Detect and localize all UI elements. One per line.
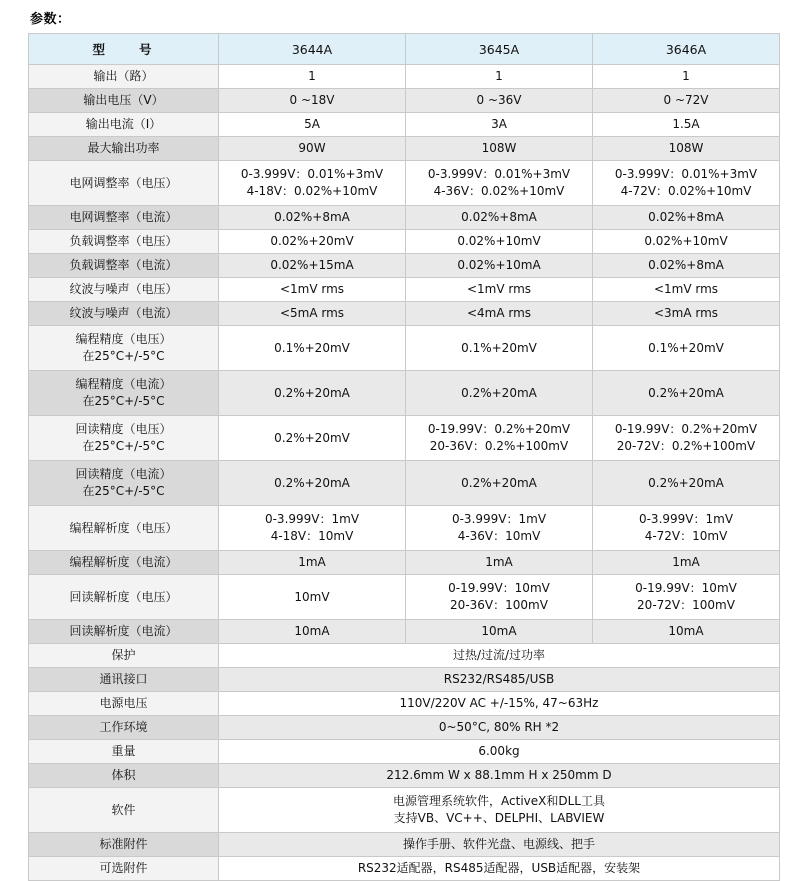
row-label: 输出电压（V）	[29, 89, 219, 113]
row-label: 负载调整率（电流）	[29, 254, 219, 278]
header-cell-model-3646A: 3646A	[593, 34, 780, 65]
row-label: 负载调整率（电压）	[29, 230, 219, 254]
table-row	[29, 788, 780, 833]
row-label: 可选附件	[29, 857, 219, 881]
table-row	[29, 113, 780, 137]
row-value: <4mA rms	[406, 302, 593, 326]
row-value: 0.02%+8mA	[593, 254, 780, 278]
table-row	[29, 137, 780, 161]
row-value: 0.1%+20mV	[593, 326, 780, 371]
row-value: 0 ~18V	[219, 89, 406, 113]
row-label: 回读解析度（电流）	[29, 620, 219, 644]
table-row	[29, 833, 780, 857]
table-row	[29, 302, 780, 326]
row-label: 编程解析度（电流）	[29, 551, 219, 575]
row-value: 1	[406, 65, 593, 89]
table-row	[29, 575, 780, 620]
row-value-merged: 0~50°C, 80% RH *2	[219, 716, 780, 740]
row-value: 0.02%+8mA	[406, 206, 593, 230]
table-row	[29, 416, 780, 461]
row-value-merged: 电源管理系统软件，ActiveX和DLL工具 支持VB、VC++、DELPHI、LABVIEW	[219, 788, 780, 833]
table-row	[29, 65, 780, 89]
row-value: 0.2%+20mV	[219, 416, 406, 461]
row-value-merged: 6.00kg	[219, 740, 780, 764]
row-value: 0.02%+15mA	[219, 254, 406, 278]
row-value: 1.5A	[593, 113, 780, 137]
row-value: 1mA	[219, 551, 406, 575]
header-cell-model-3644A: 3644A	[219, 34, 406, 65]
table-row	[29, 326, 780, 371]
row-value: <1mV rms	[219, 278, 406, 302]
row-label: 体积	[29, 764, 219, 788]
specification-table	[28, 33, 780, 881]
row-label: 标准附件	[29, 833, 219, 857]
page-title: 参数：	[30, 12, 71, 27]
table-row	[29, 371, 780, 416]
row-value: <1mV rms	[593, 278, 780, 302]
row-value: 0.1%+20mV	[406, 326, 593, 371]
row-value: 0-3.999V：1mV 4-72V：10mV	[593, 506, 780, 551]
row-value: 0-3.999V：1mV 4-18V：10mV	[219, 506, 406, 551]
row-label: 回读精度（电压） 在25°C+/-5°C	[29, 416, 219, 461]
table-row	[29, 506, 780, 551]
row-label: 电网调整率（电流）	[29, 206, 219, 230]
row-value: 0-19.99V：10mV 20-72V：100mV	[593, 575, 780, 620]
row-value: 0.2%+20mA	[406, 461, 593, 506]
row-value: 0-19.99V：0.2%+20mV 20-72V：0.2%+100mV	[593, 416, 780, 461]
row-value: 0.02%+20mV	[219, 230, 406, 254]
table-row	[29, 668, 780, 692]
table-header-row	[29, 34, 780, 65]
table-row	[29, 740, 780, 764]
row-value: 108W	[406, 137, 593, 161]
row-value-merged: 操作手册、软件光盘、电源线、把手	[219, 833, 780, 857]
row-label: 纹波与噪声（电流）	[29, 302, 219, 326]
row-value-merged: 212.6mm W x 88.1mm H x 250mm D	[219, 764, 780, 788]
row-value: 0.02%+10mV	[406, 230, 593, 254]
table-row	[29, 206, 780, 230]
row-label: 编程精度（电流） 在25°C+/-5°C	[29, 371, 219, 416]
row-value: 0-3.999V：0.01%+3mV 4-72V：0.02%+10mV	[593, 161, 780, 206]
row-label: 软件	[29, 788, 219, 833]
row-label: 输出电流（I）	[29, 113, 219, 137]
table-row	[29, 857, 780, 881]
table-row	[29, 278, 780, 302]
row-value: 0.02%+8mA	[219, 206, 406, 230]
row-value: 0-3.999V：1mV 4-36V：10mV	[406, 506, 593, 551]
row-value: 0-3.999V：0.01%+3mV 4-18V：0.02%+10mV	[219, 161, 406, 206]
row-label: 电源电压	[29, 692, 219, 716]
row-label: 保护	[29, 644, 219, 668]
row-value: 0.2%+20mA	[219, 371, 406, 416]
row-value-merged: 过热/过流/过功率	[219, 644, 780, 668]
row-label: 编程精度（电压） 在25°C+/-5°C	[29, 326, 219, 371]
row-value: 1	[593, 65, 780, 89]
table-row	[29, 230, 780, 254]
table-row	[29, 644, 780, 668]
row-value: 90W	[219, 137, 406, 161]
table-row	[29, 716, 780, 740]
row-value: <3mA rms	[593, 302, 780, 326]
row-label: 纹波与噪声（电压）	[29, 278, 219, 302]
row-value: 0.02%+8mA	[593, 206, 780, 230]
row-value: 5A	[219, 113, 406, 137]
table-row	[29, 89, 780, 113]
row-label: 回读精度（电流） 在25°C+/-5°C	[29, 461, 219, 506]
table-row	[29, 161, 780, 206]
row-value: 1	[219, 65, 406, 89]
row-value: 0-3.999V：0.01%+3mV 4-36V：0.02%+10mV	[406, 161, 593, 206]
row-label: 编程解析度（电压）	[29, 506, 219, 551]
row-value-merged: RS232/RS485/USB	[219, 668, 780, 692]
table-row	[29, 461, 780, 506]
row-value: 10mA	[593, 620, 780, 644]
row-value-merged: RS232适配器，RS485适配器，USB适配器，安装架	[219, 857, 780, 881]
row-value: 1mA	[406, 551, 593, 575]
header-cell-model: 型 号	[29, 34, 219, 65]
table-row	[29, 764, 780, 788]
row-label: 工作环境	[29, 716, 219, 740]
table-row	[29, 254, 780, 278]
row-value: 0 ~72V	[593, 89, 780, 113]
row-label: 回读解析度（电压）	[29, 575, 219, 620]
row-value: 0.2%+20mA	[406, 371, 593, 416]
row-label: 通讯接口	[29, 668, 219, 692]
row-label: 最大输出功率	[29, 137, 219, 161]
row-value: 0.02%+10mV	[593, 230, 780, 254]
row-value: 0 ~36V	[406, 89, 593, 113]
row-value: 0-19.99V：0.2%+20mV 20-36V：0.2%+100mV	[406, 416, 593, 461]
table-row	[29, 692, 780, 716]
row-label: 重量	[29, 740, 219, 764]
row-label: 电网调整率（电压）	[29, 161, 219, 206]
row-value: 10mA	[219, 620, 406, 644]
row-value: 0.2%+20mA	[593, 461, 780, 506]
row-value: 10mA	[406, 620, 593, 644]
row-value: 10mV	[219, 575, 406, 620]
row-value: 3A	[406, 113, 593, 137]
row-label: 输出（路）	[29, 65, 219, 89]
table-row	[29, 620, 780, 644]
table-row	[29, 551, 780, 575]
row-value: 0.2%+20mA	[219, 461, 406, 506]
row-value: 108W	[593, 137, 780, 161]
row-value: <5mA rms	[219, 302, 406, 326]
row-value: 0.02%+10mA	[406, 254, 593, 278]
row-value: 0.1%+20mV	[219, 326, 406, 371]
row-value: 0.2%+20mA	[593, 371, 780, 416]
row-value: 0-19.99V：10mV 20-36V：100mV	[406, 575, 593, 620]
row-value: 1mA	[593, 551, 780, 575]
row-value-merged: 110V/220V AC +/-15%, 47~63Hz	[219, 692, 780, 716]
row-value: <1mV rms	[406, 278, 593, 302]
header-cell-model-3645A: 3645A	[406, 34, 593, 65]
